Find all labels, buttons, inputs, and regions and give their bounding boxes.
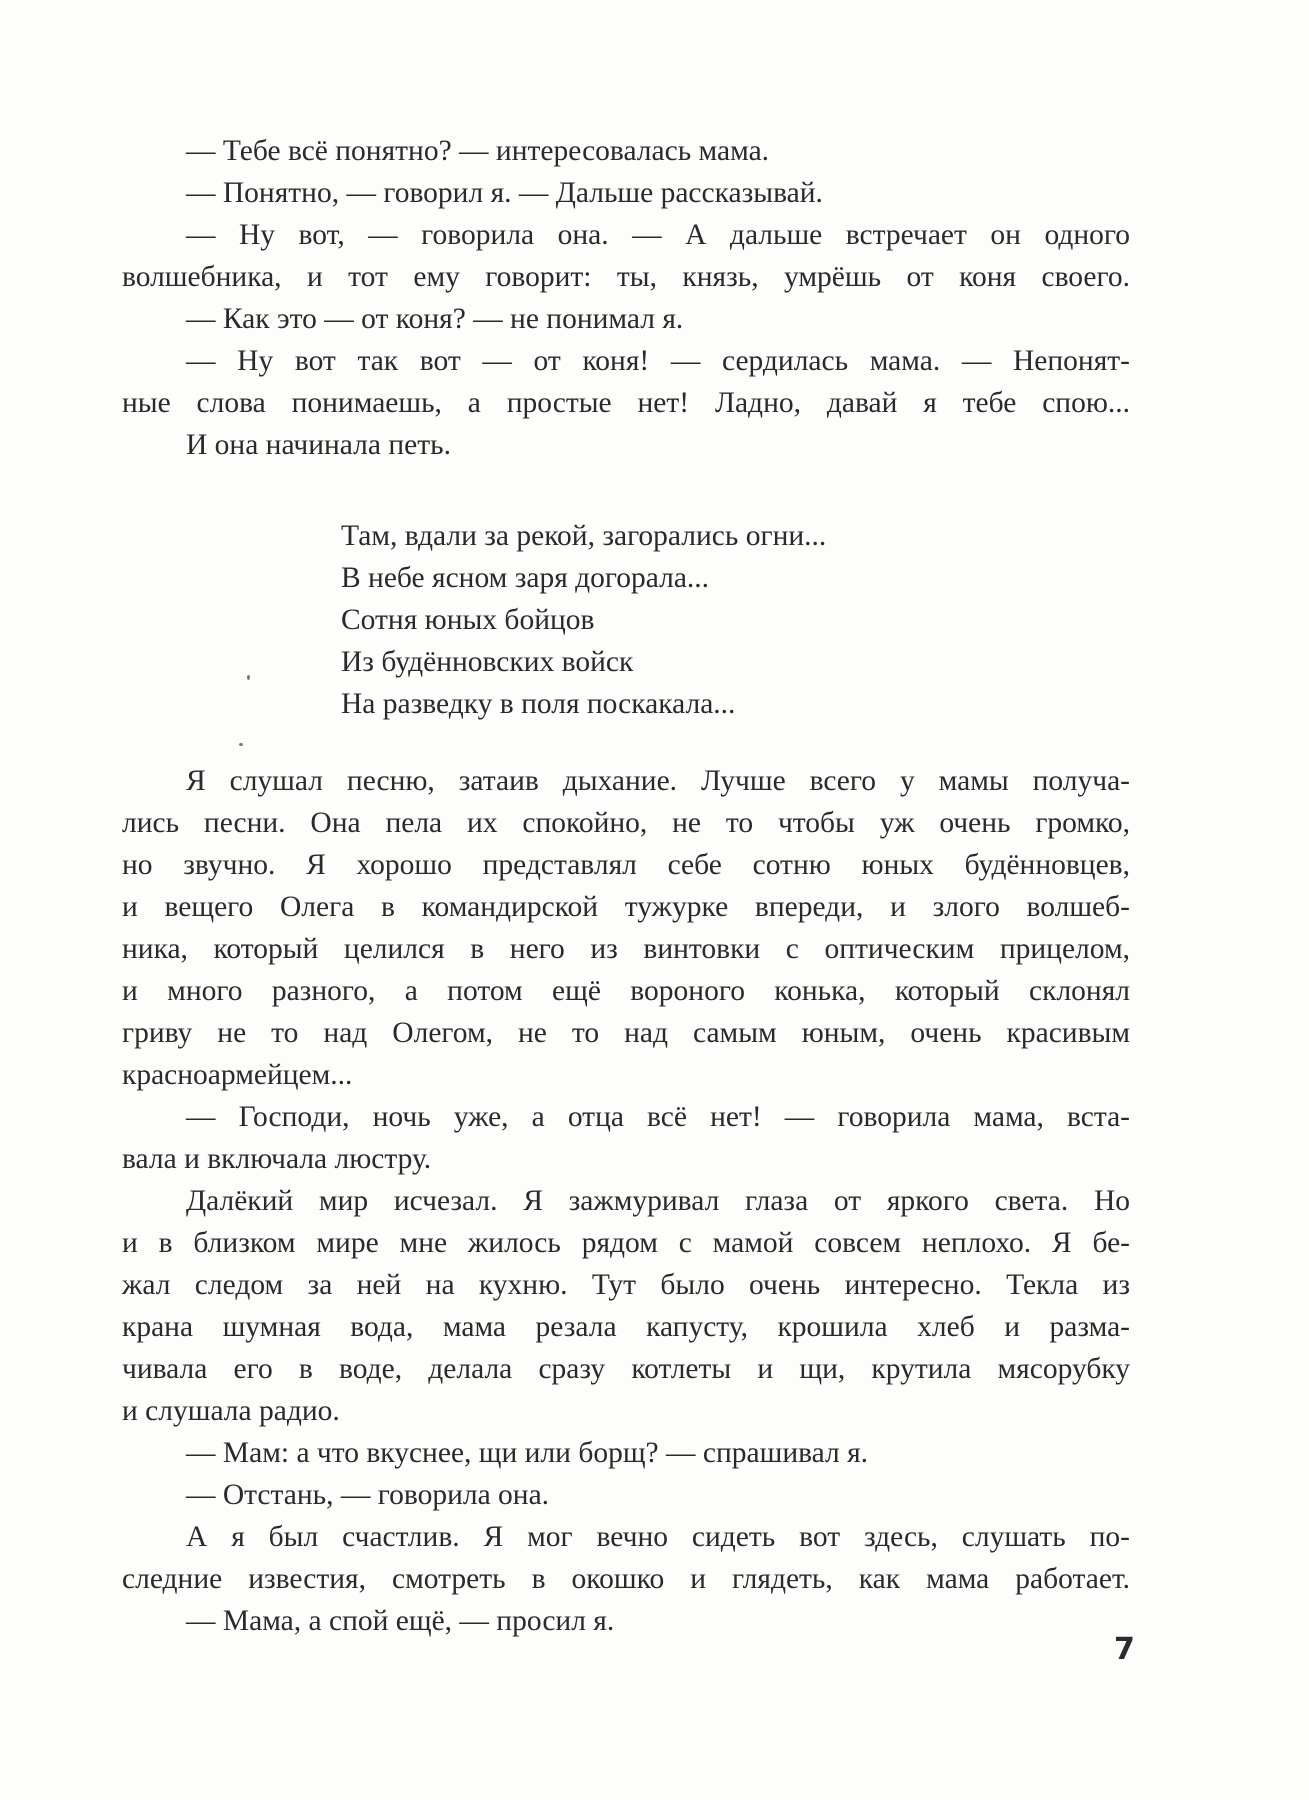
paragraph xyxy=(122,214,1130,298)
verse-line: Сотня юных бойцов xyxy=(341,604,595,636)
text-line: — Мама, а спой ещё, — просил я. xyxy=(186,1605,615,1637)
text-line: чивала его в воде, делала сразу котлеты и щи, крутила мясорубку xyxy=(122,1353,1130,1385)
text-line: — Ну вот так вот — от коня! — сердилась мама. — Непонят- xyxy=(186,345,1130,377)
paragraph xyxy=(122,1180,1130,1432)
text-line: — Господи, ночь уже, а отца всё нет! — говорила мама, вста- xyxy=(186,1101,1130,1133)
text-line: красноармейцем... xyxy=(122,1059,353,1091)
text-line: ные слова понимаешь, а простые нет! Ладно, давай я тебе спою... xyxy=(122,387,1130,419)
paragraph xyxy=(122,760,1130,1096)
paragraph xyxy=(122,1600,1130,1642)
verse-line: Из будённовских войск xyxy=(341,646,634,678)
text-line: и много разного, а потом ещё вороного конька, который склонял xyxy=(122,975,1130,1007)
text-line: — Тебе всё понятно? — интересовалась мама. xyxy=(186,135,770,167)
verse-line: На разведку в поля поскакала... xyxy=(341,688,736,720)
text-line: — Отстань, — говорила она. xyxy=(186,1479,550,1511)
paragraph xyxy=(122,1474,1130,1516)
text-line: Я слушал песню, затаив дыхание. Лучше всего у мамы получа- xyxy=(186,765,1130,797)
text-line: и вещего Олега в командирской тужурке впереди, и злого волшеб- xyxy=(122,891,1130,923)
text-line: — Как это — от коня? — не понимал я. xyxy=(186,303,684,335)
verse-line: Там, вдали за рекой, загорались огни... xyxy=(341,520,827,552)
paragraph xyxy=(122,172,1130,214)
scan-speck xyxy=(247,675,250,680)
song-verse xyxy=(341,515,826,725)
text-line: вала и включала люстру. xyxy=(122,1143,432,1175)
text-line: лись песни. Она пела их спокойно, не то чтобы уж очень громко, xyxy=(122,807,1130,839)
paragraph xyxy=(122,130,1130,172)
text-line: И она начинала петь. xyxy=(186,429,451,461)
paragraph xyxy=(122,424,1130,466)
text-line: волшебника, и тот ему говорит: ты, князь, умрёшь от коня своего. xyxy=(122,261,1130,293)
paragraph xyxy=(122,1432,1130,1474)
verse-line: В небе ясном заря догорала... xyxy=(341,562,710,594)
text-line: и в близком мире мне жилось рядом с мамой совсем неплохо. Я бе- xyxy=(122,1227,1130,1259)
paragraph xyxy=(122,298,1130,340)
text-line: А я был счастлив. Я мог вечно сидеть вот здесь, слушать по- xyxy=(186,1521,1130,1553)
text-line: жал следом за ней на кухню. Тут было очень интересно. Текла из xyxy=(122,1269,1130,1301)
text-line: ника, который целился в него из винтовки с оптическим прицелом, xyxy=(122,933,1130,965)
text-line: но звучно. Я хорошо представлял себе сотню юных будённовцев, xyxy=(122,849,1130,881)
text-line: следние известия, смотреть в окошко и глядеть, как мама работает. xyxy=(122,1563,1130,1595)
text-line: — Ну вот, — говорила она. — А дальше встречает он одного xyxy=(186,219,1130,251)
text-line: Далёкий мир исчезал. Я зажмуривал глаза от яркого света. Но xyxy=(186,1185,1130,1217)
scan-speck xyxy=(239,743,243,746)
paragraph xyxy=(122,340,1130,424)
text-line: — Мам: а что вкуснее, щи или борщ? — спрашивал я. xyxy=(186,1437,869,1469)
text-line: гриву не то над Олегом, не то над самым юным, очень красивым xyxy=(122,1017,1130,1049)
text-line: — Понятно, — говорил я. — Дальше рассказывай. xyxy=(186,177,823,209)
paragraph xyxy=(122,1516,1130,1600)
page-number: 7 xyxy=(1114,1632,1135,1667)
paragraph xyxy=(122,1096,1130,1180)
text-line: и слушала радио. xyxy=(122,1395,340,1427)
text-line: крана шумная вода, мама резала капусту, крошила хлеб и разма- xyxy=(122,1311,1130,1343)
